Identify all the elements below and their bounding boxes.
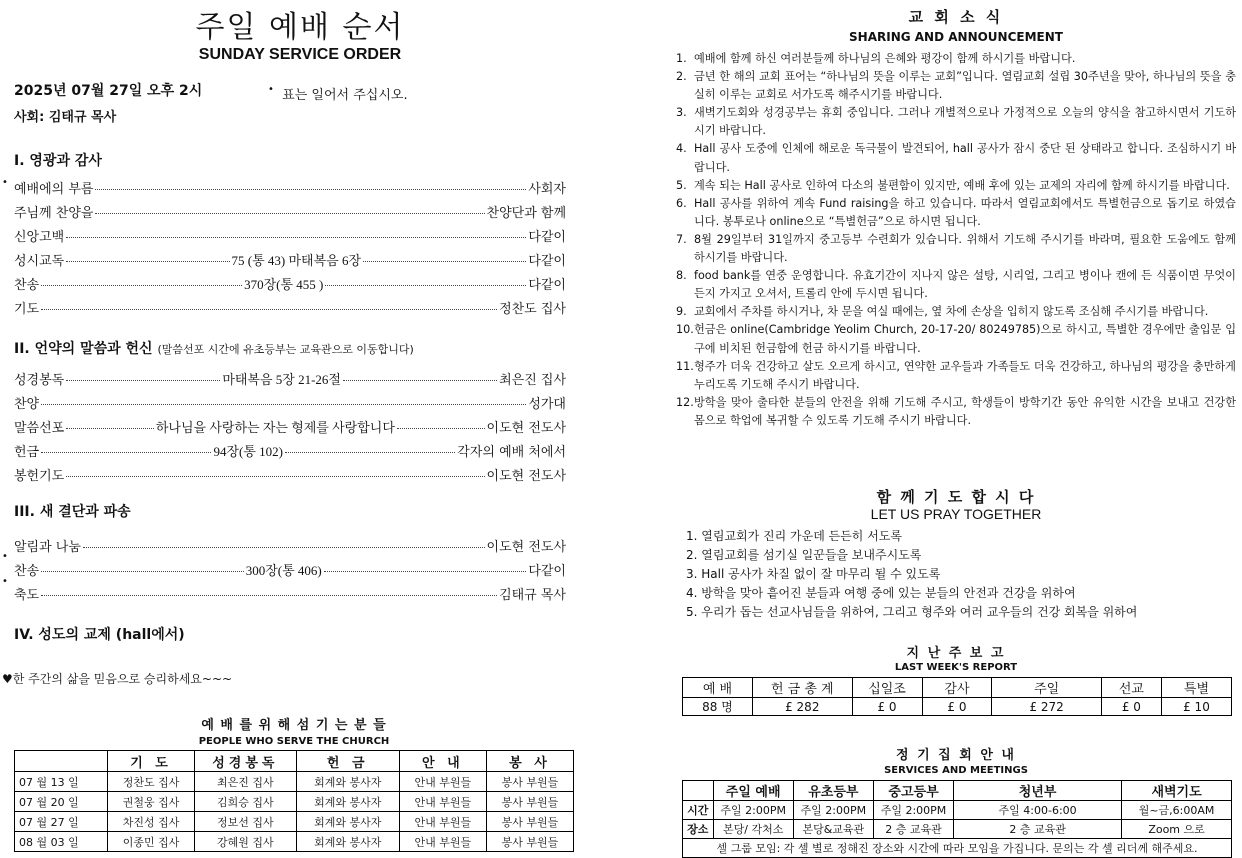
stand-note	[268, 84, 408, 103]
item-name: 기도	[14, 302, 40, 317]
service-title-ko: 주일 예배 순서	[195, 10, 405, 45]
item-name: 찬송	[14, 564, 40, 579]
meetings-cell: 주일 4:00-6:00	[954, 801, 1122, 820]
item-leader: 성가대	[528, 397, 566, 412]
section-heading-3: III. 새 결단과 파송	[14, 504, 131, 520]
leader-dots	[41, 404, 526, 405]
report-value-cell: 88 명	[683, 698, 753, 716]
leader-dots	[324, 571, 527, 572]
report-header-cell: 십일조	[852, 678, 922, 698]
section-heading-1: I. 영광과 감사	[14, 153, 102, 169]
announcement-item	[676, 195, 1236, 231]
serve-row	[15, 812, 574, 832]
report-title-ko: 지 난 주 보 고	[906, 646, 1006, 661]
meetings-header-cell: 유초등부	[793, 781, 873, 801]
leader-dots	[95, 213, 484, 214]
announcement-text: food bank를 연중 운영합니다. 유효기간이 지나지 않은 설탕, 시리얼, 그리고 병이나 캔에 든 식품이면 무엇이든지 가지고 오셔서, 트롤리 안에 두시면 됩니다.	[694, 269, 1236, 301]
item-name: 알림과 나눔	[14, 540, 81, 555]
meetings-cell: 월~금,6:00AM	[1122, 801, 1232, 820]
report-header-cell: 선교	[1101, 678, 1161, 698]
serve-cell: 정보선 집사	[195, 812, 297, 832]
announcement-number: 6.	[676, 196, 687, 210]
announcement-text: 예배에 함께 하신 여러분들께 하나님의 은혜와 평강이 함께 하시기를 바랍니다.	[694, 52, 1076, 65]
standing-marker-icon: •	[2, 576, 8, 587]
announcement-item	[676, 358, 1236, 394]
announcement-text: Hall 공사를 위하여 계속 Fund raising을 하고 있습니다. 따라서 열림교회에서도 특별헌금으로 돕기로 하였습니다. 봉투로나 online으로 “특별헌금”으로 하시면 됩니다.	[694, 196, 1236, 228]
announcement-item	[676, 104, 1236, 140]
meet-title-en: SERVICES AND MEETINGS	[884, 765, 1028, 776]
service-item	[14, 465, 566, 484]
prayer-item: 2. 열림교회를 섬기실 일꾼들을 보내주시도록	[686, 548, 922, 562]
serve-table	[14, 750, 574, 852]
serve-title-en: PEOPLE WHO SERVE THE CHURCH	[198, 736, 390, 747]
meetings-cell: 본당/ 각처소	[713, 820, 793, 839]
serve-header-cell: 봉 사	[486, 751, 573, 772]
serve-cell: 봉사 부원들	[486, 812, 573, 832]
meetings-row	[683, 801, 1232, 820]
leader-dots	[41, 571, 244, 572]
serve-cell: 07 월 13 일	[15, 772, 108, 792]
announcement-number: 7.	[676, 232, 687, 246]
report-value-cell: £ 0	[922, 698, 992, 716]
serve-cell: 봉사 부원들	[486, 832, 573, 852]
section-heading-2: II. 언약의 말씀과 헌신 (말씀선포 시간에 유초등부는 교육관으로 이동합니다)	[14, 341, 414, 357]
item-leader: 이도현 전도사	[486, 540, 566, 555]
cell-group-note: 셀 그룹 모임: 각 셀 별로 정해진 장소와 시간에 따라 모임을 가집니다. 문의는 각 셀 리더께 해주세요.	[683, 839, 1232, 858]
item-leader: 정찬도 집사	[499, 302, 566, 317]
item-name: 찬양	[14, 397, 40, 412]
serve-row	[15, 792, 574, 812]
item-name: 찬송	[14, 278, 40, 293]
item-name: 주님께 찬양을	[14, 206, 94, 221]
serve-header-cell: 헌 금	[296, 751, 399, 772]
weekly-slogan: ♥한 주간의 삶을 믿음으로 승리하세요~~~	[2, 672, 233, 686]
serve-title-ko: 예 배 를 위 해 섬 기 는 분 들	[201, 718, 387, 733]
serve-cell: 최은진 집사	[195, 772, 297, 792]
service-item	[14, 536, 566, 555]
announcement-number: 12.	[676, 395, 694, 409]
report-title-en: LAST WEEK'S REPORT	[894, 662, 1018, 673]
report-value-cell: £ 0	[1101, 698, 1161, 716]
section-note: (말씀선포 시간에 유초등부는 교육관으로 이동합니다)	[157, 343, 414, 356]
item-detail: 마태복음 5장 21-26절	[222, 372, 341, 387]
meet-title-ko: 정 기 집 회 안 내	[896, 748, 1016, 763]
announcement-text: 헌금은 online(Cambridge Yeolim Church, 20-17-20/ 80249785)으로 하시고, 특별한 경우에만 출입문 입구에 비치된 헌금함에 헌금 하시기를 바랍니다.	[694, 323, 1236, 355]
leader-dots	[41, 285, 242, 286]
serve-cell: 07 월 27 일	[15, 812, 108, 832]
standing-marker-icon: •	[2, 551, 8, 562]
service-item	[14, 417, 566, 436]
item-name: 성경봉독	[14, 373, 65, 388]
announcement-number: 10.	[676, 323, 694, 337]
standing-marker-icon: •	[2, 177, 8, 188]
serve-cell: 안내 부원들	[399, 792, 486, 812]
meetings-header-cell: 중고등부	[873, 781, 953, 801]
announcement-number: 9.	[676, 305, 687, 319]
serve-cell: 봉사 부원들	[486, 772, 573, 792]
report-value-cell: £ 272	[992, 698, 1101, 716]
announcement-number: 5.	[676, 178, 687, 192]
prayer-list	[686, 527, 1137, 622]
service-item	[14, 226, 566, 245]
announcement-item	[676, 231, 1236, 267]
report-header-cell: 예 배	[683, 678, 753, 698]
meetings-cell: Zoom 으로	[1122, 820, 1232, 839]
serve-cell: 봉사 부원들	[486, 792, 573, 812]
meetings-header-row	[683, 781, 1232, 801]
prayer-item: 4. 방학을 맞아 흩어진 분들과 여행 중에 있는 분들의 안전과 건강을 위하여	[686, 586, 1076, 600]
item-name: 신앙고백	[14, 230, 65, 245]
service-item	[14, 584, 566, 603]
serve-cell: 김희승 집사	[195, 792, 297, 812]
meetings-header-cell: 청년부	[954, 781, 1122, 801]
report-value-cell: £ 10	[1161, 698, 1231, 716]
meetings-cell: 시간	[683, 801, 714, 820]
meetings-header-cell: 새벽기도	[1122, 781, 1232, 801]
announcement-item	[676, 50, 1236, 68]
meetings-header-cell	[683, 781, 714, 801]
announcement-item	[676, 394, 1236, 430]
announcement-text: 8월 29일부터 31일까지 중고등부 수련회가 있습니다. 위해서 기도해 주시기를 바라며, 필요한 도움에도 함께 하시기를 바랍니다.	[694, 232, 1236, 265]
report-values-row	[683, 698, 1232, 716]
item-name: 헌금	[14, 445, 40, 460]
serve-cell: 회계와 봉사자	[296, 772, 399, 792]
service-item	[14, 560, 566, 579]
leader-dots	[66, 261, 229, 262]
leader-dots	[41, 452, 211, 453]
leader-dots	[363, 261, 526, 262]
service-order-column	[0, 0, 600, 849]
report-header-cell: 감사	[922, 678, 992, 698]
meetings-cell: 장소	[683, 820, 714, 839]
meetings-cell: 2 층 교육관	[873, 820, 953, 839]
announcement-text: 새벽기도회와 성경공부는 휴회 중입니다. 그러나 개별적으로나 가정적으로 오늘의 양식을 참고하시면서 기도하시기 바랍니다.	[694, 106, 1236, 138]
item-leader: 김태규 목사	[499, 588, 566, 603]
item-detail: 하나님을 사랑하는 자는 형제를 사랑합니다	[155, 420, 395, 435]
announcement-number: 8.	[676, 269, 687, 283]
serve-cell: 차진성 집사	[108, 812, 195, 832]
serve-cell: 정찬도 집사	[108, 772, 195, 792]
announcement-item	[676, 267, 1236, 303]
leader-dots	[83, 547, 485, 548]
serve-cell: 회계와 봉사자	[296, 812, 399, 832]
report-value-cell: £ 0	[852, 698, 922, 716]
leader-dots	[66, 476, 484, 477]
announcement-number: 4.	[676, 142, 687, 156]
item-name: 봉헌기도	[14, 469, 65, 484]
item-name: 축도	[14, 588, 40, 603]
item-detail: 300장(통 406)	[245, 563, 322, 578]
leader-dots	[285, 452, 455, 453]
serve-cell: 안내 부원들	[399, 772, 486, 792]
announcement-text: 계속 되는 Hall 공사로 인하여 다소의 불편함이 있지만, 예배 후에 있는 교제의 자리에 함께 하시기를 바랍니다.	[694, 178, 1230, 192]
service-title-en: SUNDAY SERVICE ORDER	[198, 46, 402, 63]
serve-cell: 회계와 봉사자	[296, 832, 399, 852]
meetings-cell: 주일 2:00PM	[873, 801, 953, 820]
serve-header-cell: 기 도	[108, 751, 195, 772]
announcement-text: 금년 한 해의 교회 표어는 “하나님의 뜻을 이루는 교회”입니다. 열림교회 설립 30주년을 맞아, 하나님의 뜻을 충실히 이루는 교회로 서가도록 해주시기를 바랍니다.	[694, 70, 1236, 102]
serve-cell: 회계와 봉사자	[296, 792, 399, 812]
serve-row	[15, 832, 574, 852]
item-detail: 94장(통 102)	[213, 444, 283, 459]
announcement-text: 방학을 맞아 출타한 분들의 안전을 위해 기도해 주시고, 학생들이 방학기간 동안 유익한 시간을 보내고 건강한 몸으로 학업에 복귀할 수 있도록 기도해 주시기 바랍니다.	[694, 395, 1236, 427]
item-name: 예배에의 부름	[14, 182, 94, 197]
item-leader: 다같이	[528, 564, 566, 579]
item-leader: 다같이	[528, 230, 566, 245]
announcement-number: 1.	[676, 52, 687, 65]
announcement-item	[676, 177, 1236, 195]
leader-dots	[66, 237, 526, 238]
announcement-text: Hall 공사 도중에 인체에 해로운 독극물이 발견되어, hall 공사가 잠시 중단 된 상태라고 합니다. 조심하시기 바랍니다.	[694, 142, 1236, 174]
announcement-item	[676, 68, 1236, 104]
serve-cell: 이종민 집사	[108, 832, 195, 852]
section-heading-4: IV. 성도의 교제 (hall에서)	[14, 627, 185, 643]
report-table	[682, 677, 1232, 716]
item-leader: 다같이	[528, 254, 566, 269]
announcement-list	[676, 50, 1236, 430]
item-leader: 최은진 집사	[499, 373, 567, 388]
meetings-table	[682, 780, 1232, 858]
announcement-item	[676, 303, 1236, 321]
report-header-cell: 주일	[992, 678, 1101, 698]
meetings-cell: 주일 2:00PM	[793, 801, 873, 820]
service-item	[14, 250, 566, 269]
meetings-cell: 2 층 교육관	[954, 820, 1122, 839]
item-leader: 사회자	[528, 182, 566, 197]
serve-header-row	[15, 751, 574, 772]
announcement-text: 교회에서 주차를 하시거나, 차 문을 여실 때에는, 옆 차에 손상을 입히지 않도록 조심해 주시기를 바랍니다.	[694, 305, 1209, 319]
item-leader: 다같이	[528, 278, 566, 293]
serve-cell: 권철웅 집사	[108, 792, 195, 812]
report-header-cell: 헌 금 총 계	[752, 678, 852, 698]
leader-dots	[41, 595, 497, 596]
serve-cell: 07 월 20 일	[15, 792, 108, 812]
ann-title-ko: 교 회 소 식	[908, 8, 1004, 26]
leader-dots	[325, 285, 526, 286]
leader-dots	[66, 380, 220, 381]
pray-title-ko: 함 께 기 도 합 시 다	[876, 488, 1036, 506]
serve-cell: 안내 부원들	[399, 812, 486, 832]
host: 사회: 김태규 목사	[14, 110, 117, 125]
report-header-row	[683, 678, 1232, 698]
serve-cell: 안내 부원들	[399, 832, 486, 852]
item-name: 말씀선포	[14, 421, 65, 436]
item-leader: 찬양단과 함께	[486, 206, 566, 221]
serve-header-cell: 안 내	[399, 751, 486, 772]
meetings-cell: 주일 2:00PM	[713, 801, 793, 820]
announcement-item	[676, 140, 1236, 176]
announcement-number: 3.	[676, 106, 687, 120]
announcement-number: 2.	[676, 70, 687, 84]
stand-note-text: 표는 일어서 주십시오.	[282, 88, 408, 103]
serve-cell: 08 월 03 일	[15, 832, 108, 852]
leader-dots	[95, 189, 526, 190]
ann-title-en: SHARING AND ANNOUNCEMENT	[849, 30, 1063, 44]
serve-header-cell: 성경봉독	[195, 751, 297, 772]
leader-dots	[66, 428, 154, 429]
item-leader: 각자의 예배 처에서	[457, 445, 567, 460]
service-item	[14, 274, 566, 293]
service-item	[14, 369, 566, 388]
report-value-cell: £ 282	[752, 698, 852, 716]
serve-row	[15, 772, 574, 792]
service-item	[14, 393, 566, 412]
item-detail: 75 (통 43) 마태복음 6장	[231, 253, 362, 268]
pray-title-en: LET US PRAY TOGETHER	[870, 506, 1042, 522]
service-date: 2025년 07월 27일 오후 2시	[14, 83, 203, 99]
item-detail: 370장(통 455 )	[244, 277, 324, 292]
leader-dots	[343, 380, 497, 381]
item-name: 성시교독	[14, 254, 65, 269]
service-item	[14, 298, 566, 317]
service-item	[14, 202, 566, 221]
meetings-row	[683, 820, 1232, 839]
announcement-text: 형주가 더욱 건강하고 살도 오르게 하시고, 연약한 교우들과 가족들도 더욱 건강하고, 하나님의 평강을 충만하게 누리도록 기도해 주시기 바랍니다.	[694, 359, 1236, 391]
report-header-cell: 특별	[1161, 678, 1231, 698]
service-item	[14, 178, 566, 197]
prayer-item: 5. 우리가 돕는 선교사님들을 위하여, 그리고 형주와 여러 교우들의 건강 회복을 위하여	[686, 605, 1138, 619]
bullet-icon: •	[268, 84, 274, 95]
leader-dots	[397, 428, 485, 429]
prayer-item: 1. 열림교회가 진리 가운데 든든히 서도록	[686, 529, 902, 543]
meetings-header-cell: 주일 예배	[713, 781, 793, 801]
item-leader: 이도현 전도사	[486, 469, 566, 484]
leader-dots	[41, 309, 497, 310]
item-leader: 이도현 전도사	[486, 421, 567, 436]
service-item	[14, 441, 566, 460]
announcement-number: 11.	[676, 359, 694, 373]
serve-cell: 강혜원 집사	[195, 832, 297, 852]
announcement-item	[676, 321, 1236, 357]
serve-header-cell	[15, 751, 108, 772]
meetings-cell: 본당&교육관	[793, 820, 873, 839]
prayer-item: 3. Hall 공사가 차질 없이 잘 마무리 될 수 있도록	[686, 567, 941, 581]
